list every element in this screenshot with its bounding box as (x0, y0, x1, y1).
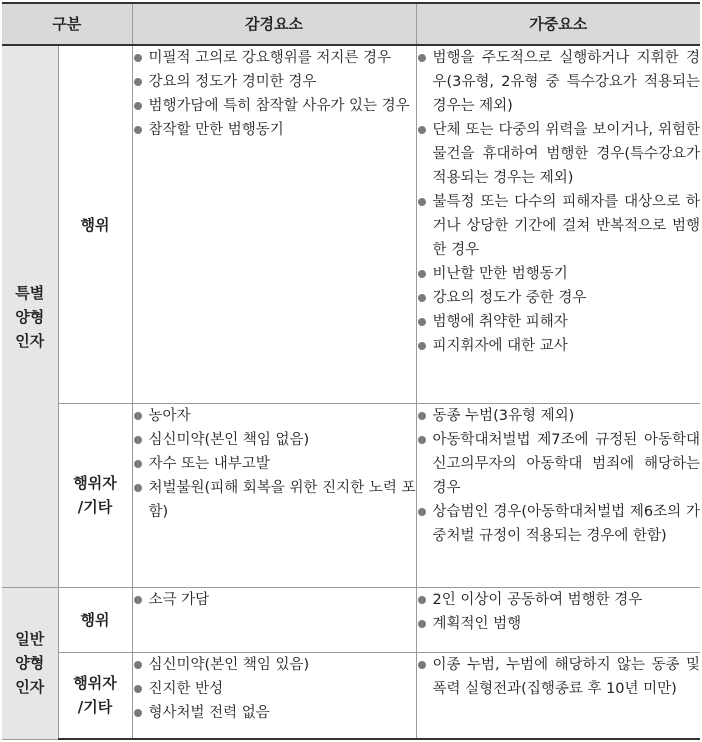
factor-item (417, 46, 701, 118)
factor-text: 불특정 또는 다수의 피해자를 대상으로 하거나 상당한 기간에 걸쳐 반복적으로 범행한 경우 (432, 194, 701, 259)
sentencing-factors-table (2, 2, 700, 740)
factor-item (133, 476, 416, 524)
factor-item (417, 334, 701, 358)
bullet-icon (418, 508, 426, 516)
factor-text: 동종 누범(3유형 제외) (432, 407, 575, 424)
bullet-icon (134, 460, 142, 468)
factor-item (133, 428, 416, 452)
factor-text: 계획적인 범행 (432, 615, 522, 632)
bullet-icon (418, 54, 426, 62)
group-label-line: 양형 (15, 307, 45, 326)
bullet-icon (134, 709, 142, 717)
bullet-icon (418, 661, 426, 669)
bullet-icon (418, 596, 426, 604)
factor-item (133, 70, 416, 94)
factor-item (133, 118, 416, 142)
bullet-icon (418, 270, 426, 278)
factor-row (2, 403, 700, 587)
factor-text: 소극 가담 (148, 591, 210, 608)
factor-item (133, 701, 416, 725)
factor-item (417, 404, 701, 428)
factor-item (133, 452, 416, 476)
bullet-icon (134, 78, 142, 86)
mitigating-factor-list (133, 404, 416, 524)
factor-item (417, 588, 701, 612)
mitigating-factor-list (133, 588, 416, 612)
mitigating-factors-cell (132, 587, 416, 652)
header-row (2, 3, 700, 45)
group-label (2, 587, 58, 739)
factor-item (417, 612, 701, 636)
factor-row (2, 587, 700, 652)
bullet-icon (418, 126, 426, 134)
factor-item (133, 94, 416, 118)
factor-item (417, 653, 701, 701)
factor-text: 아동학대처벌법 제7조에 규정된 아동학대 신고의무자의 아동학대 범죄에 해당하는 경우 (432, 431, 701, 496)
factor-text: 미필적 고의로 강요행위를 저지른 경우 (148, 50, 392, 67)
factor-text: 비난할 만한 범행동기 (432, 266, 568, 283)
factor-text: 심신미약(본인 책임 없음) (148, 431, 310, 448)
factor-text: 참작할 만한 범행동기 (148, 122, 284, 139)
group-label-line: 특별 (15, 283, 45, 302)
mitigating-factors-cell (132, 652, 416, 739)
bullet-icon (134, 685, 142, 693)
aggravating-factor-list (417, 588, 701, 636)
bullet-icon (418, 318, 426, 326)
factor-text: 자수 또는 내부고발 (148, 455, 270, 472)
subcategory-label-line: 행위자 (73, 674, 117, 693)
subcategory-label-line: /기타 (77, 698, 113, 717)
aggravating-factor-list (417, 404, 701, 548)
group-label (2, 45, 58, 587)
group-label-line: 양형 (15, 654, 45, 673)
factor-item (133, 588, 416, 612)
factor-text: 강요의 정도가 경미한 경우 (148, 74, 317, 91)
factor-text: 단체 또는 다중의 위력을 보이거나, 위험한 물건을 휴대하여 범행한 경우(특수강요가 적용되는 경우는 제외) (432, 122, 701, 187)
factor-item (417, 262, 701, 286)
group-label-line: 인자 (15, 331, 45, 350)
aggravating-factors-cell (416, 403, 700, 587)
bullet-icon (134, 54, 142, 62)
bullet-icon (134, 126, 142, 134)
mitigating-factor-list (133, 653, 416, 725)
subcategory-label-line: 행위자 (73, 474, 117, 493)
bullet-icon (418, 342, 426, 350)
subcategory-label (58, 403, 132, 587)
aggravating-factors-cell (416, 652, 700, 739)
factor-text: 농아자 (148, 407, 191, 424)
factor-row (2, 652, 700, 739)
factor-item (133, 404, 416, 428)
aggravating-factor-list (417, 46, 701, 358)
aggravating-factors-cell (416, 587, 700, 652)
factor-text: 상습범인 경우(아동학대처벌법 제6조의 가중처벌 규정이 적용되는 경우에 한함) (432, 503, 701, 544)
table-body (2, 3, 700, 739)
factor-text: 이종 누범, 누범에 해당하지 않는 동종 및 폭력 실형전과(집행종료 후 10년 미만) (432, 656, 701, 697)
factor-item (417, 500, 701, 548)
mitigating-factor-list (133, 46, 416, 142)
factor-item (417, 310, 701, 334)
bullet-icon (134, 661, 142, 669)
bullet-icon (134, 484, 142, 492)
mitigating-factors-cell (132, 45, 416, 403)
subcategory-label-line: /기타 (77, 498, 113, 517)
group-label-line: 인자 (15, 678, 45, 697)
subcategory-label-line: 행위 (80, 215, 110, 234)
bullet-icon (418, 620, 426, 628)
factor-text: 진지한 반성 (148, 680, 224, 697)
subcategory-label-line: 행위 (80, 610, 110, 629)
bullet-icon (418, 436, 426, 444)
factor-item (417, 190, 701, 262)
factor-item (417, 118, 701, 190)
group-label-line: 일반 (15, 630, 45, 649)
aggravating-factor-list (417, 653, 701, 701)
factor-text: 형사처벌 전력 없음 (148, 704, 270, 721)
factor-item (417, 428, 701, 500)
bullet-icon (418, 294, 426, 302)
factor-text: 2인 이상이 공동하여 범행한 경우 (432, 591, 643, 608)
factor-text: 범행에 취약한 피해자 (432, 314, 568, 331)
subcategory-label (58, 652, 132, 739)
factor-text: 심신미약(본인 책임 있음) (148, 656, 310, 673)
factor-text: 범행가담에 특히 참작할 사유가 있는 경우 (148, 98, 410, 115)
subcategory-label (58, 587, 132, 652)
factor-item (133, 677, 416, 701)
factor-text: 피지휘자에 대한 교사 (432, 338, 568, 355)
factor-item (133, 653, 416, 677)
factor-item (133, 46, 416, 70)
factor-item (417, 286, 701, 310)
mitigating-factors-cell (132, 403, 416, 587)
subcategory-label (58, 45, 132, 403)
bullet-icon (134, 596, 142, 604)
aggravating-factors-cell (416, 45, 700, 403)
header-category: 구분 (2, 3, 132, 45)
bullet-icon (134, 412, 142, 420)
bullet-icon (418, 198, 426, 206)
factor-row (2, 45, 700, 403)
factor-text: 강요의 정도가 중한 경우 (432, 290, 587, 307)
header-aggravating: 가중요소 (416, 3, 700, 45)
factor-text: 처벌불원(피해 회복을 위한 진지한 노력 포함) (148, 479, 416, 520)
bullet-icon (134, 102, 142, 110)
factor-text: 범행을 주도적으로 실행하거나 지휘한 경우(3유형, 2유형 중 특수강요가 적용되는 경우는 제외) (432, 50, 701, 115)
bullet-icon (418, 412, 426, 420)
bullet-icon (134, 436, 142, 444)
header-mitigating: 감경요소 (132, 3, 416, 45)
